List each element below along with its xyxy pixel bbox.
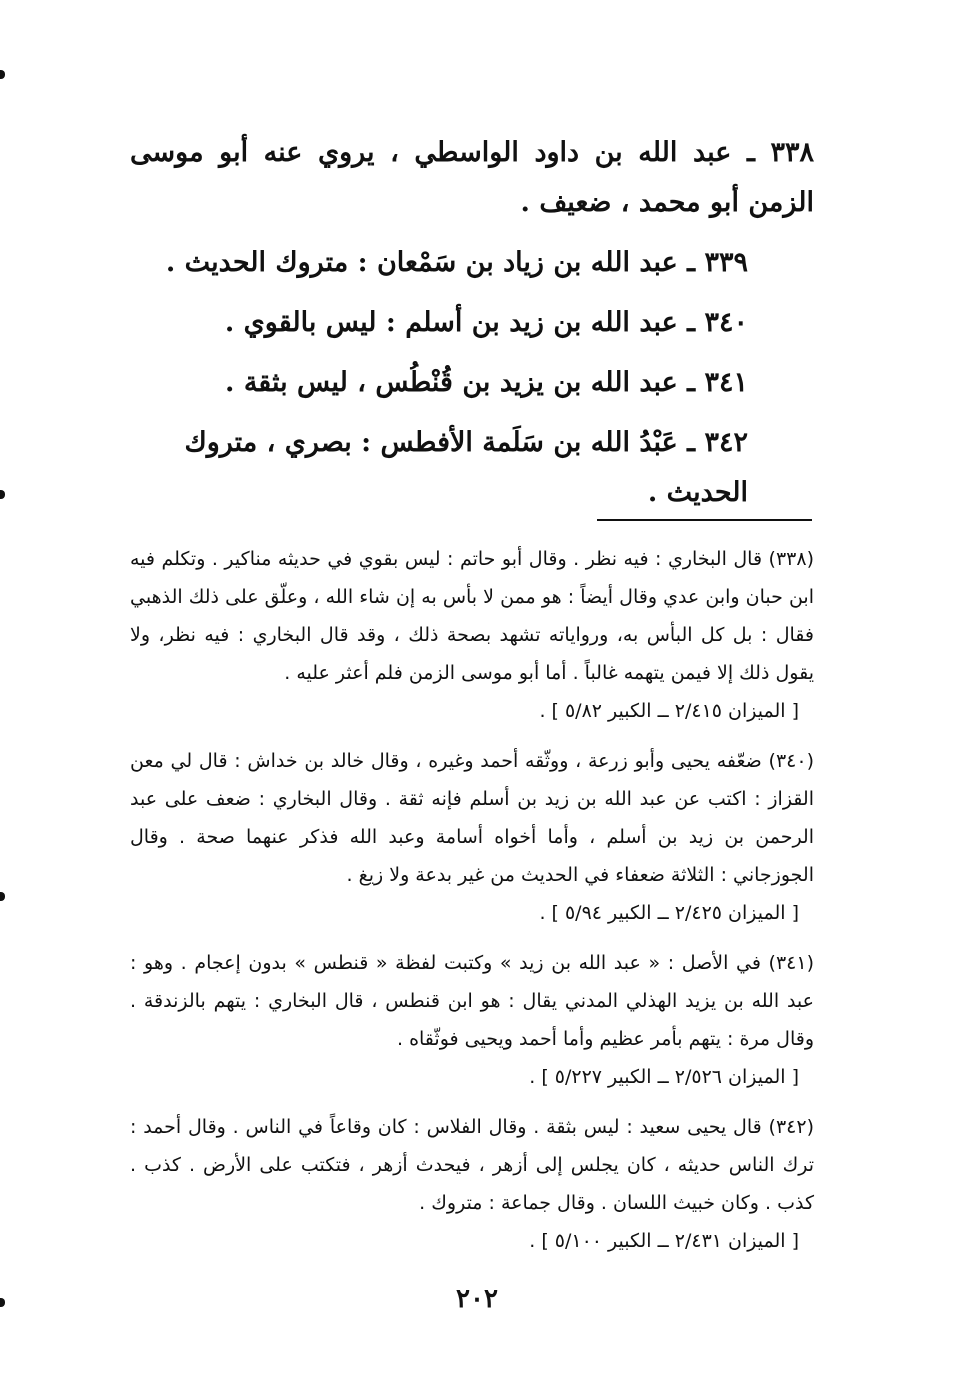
footnotes (130, 540, 814, 1272)
footnote-text: (٣٣٨) قال البخاري : فيه نظر . وقال أبو حاتم : ليس بقوي في حديثه مناكير . وتكلم فيه ابن حبان وابن عدي وقال أيضاً : هو ممن لا بأس به إن شاء الله ، وعلّق على ذلك الذهبي فقال : بل كل البأس به، ورواياته تشهد بصحة ذلك ، وقد قال البخاري : فيه نظر، ولا يقول ذلك إلا فيمن يتهمه غالباً . أما أبو موسى الزمن فلم أعثر عليه . (130, 548, 814, 684)
footnote-text: (٣٤٢) قال يحيى سعيد : ليس بثقة . وقال الفلاس : كان وقاعاً في الناس . وقال أحمد : ترك الناس حديثه ، كان يجلس إلى أزهر ، فيحدث أزهر ، فتكتب على الأرض . كذب . كذب . وكان خبيث اللسان . وقال جماعة : متروك . (130, 1116, 814, 1214)
entry-341: ٣٤١ ـ عبد الله بن يزيد بن قُنْطُس ، ليس بثقة . (225, 367, 748, 398)
scan-edge-mark (0, 892, 5, 901)
main-entries (130, 128, 814, 528)
footnote-342 (130, 1108, 814, 1260)
footnote-reference: [ الميزان ٢/٤٣١ ــ الكبير ٥/١٠٠ ] . (529, 1230, 799, 1252)
entry-338: ٣٣٨ ـ عبد الله بن داود الواسطي ، يروي عنه أبو موسى الزمن أبو محمد ، ضعيف . (130, 137, 814, 218)
footnote-338 (130, 540, 814, 730)
footnote-separator (597, 519, 812, 521)
footnote-reference: [ الميزان ٢/٥٢٦ ــ الكبير ٥/٢٢٧ ] . (529, 1066, 799, 1088)
scan-edge-mark (0, 490, 5, 499)
entry-340: ٣٤٠ ـ عبد الله بن زيد بن أسلم : ليس بالقوي . (224, 307, 748, 338)
page-number: ٢٠٢ (456, 1284, 498, 1314)
footnote-text: (٣٤١) في الأصل : « عبد الله بن زيد » وكتبت لفظة « قنطس » بدون إعجام . وهو : عبد الله بن يزيد الهذلي المدني يقال : هو ابن قنطس ، قال البخاري : يتهم بالزندقة . وقال مرة : يتهم بأمر عظيم وأما أحمد ويحيى فوثّقاه . (130, 952, 814, 1050)
footnote-341 (130, 944, 814, 1096)
footnote-reference: [ الميزان ٢/٤١٥ ــ الكبير ٥/٨٢ ] . (539, 700, 799, 722)
footnote-340 (130, 742, 814, 932)
entry-339: ٣٣٩ ـ عبد الله بن زياد بن سَمْعان : متروك الحديث . (165, 247, 748, 278)
footnote-text: (٣٤٠) ضعّفه يحيى وأبو زرعة ، ووثّقه أحمد وغيره ، وقال خالد بن خداش : قال لي معن القزاز : اكتب عن عبد الله بن زيد بن أسلم فإنه ثقة . وقال البخاري : ضعف على عبد الرحمن بن زيد بن أسلم ، وأما أخواه أسامة وعبد الله فذكر عنهما صحة . وقال الجوزجاني : الثلاثة ضعفاء في الحديث من غير بدعة ولا زيغ . (130, 750, 814, 886)
scan-edge-mark (0, 70, 5, 79)
entry-342: ٣٤٢ ـ عَبْدُ الله بن سَلَمة الأفطس : بصري ، متروك الحديث . (184, 427, 748, 508)
footnote-reference: [ الميزان ٢/٤٢٥ ــ الكبير ٥/٩٤ ] . (539, 902, 799, 924)
